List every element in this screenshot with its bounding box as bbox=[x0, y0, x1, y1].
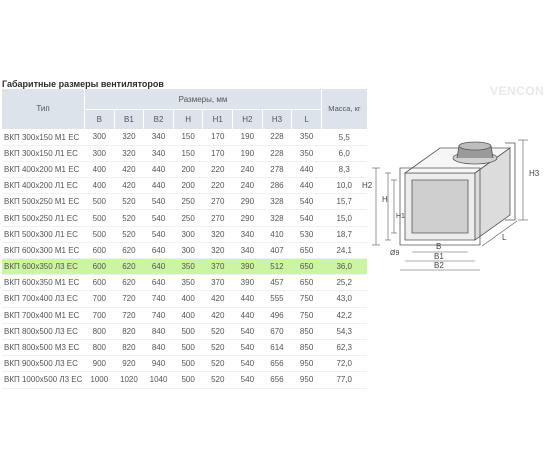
dimension-cell: 540 bbox=[233, 356, 263, 372]
table-row bbox=[2, 210, 367, 226]
dimension-cell: 500 bbox=[85, 194, 115, 210]
dimension-cell: 250 bbox=[173, 194, 203, 210]
dimension-cell: 270 bbox=[203, 194, 233, 210]
dimension-cell: 700 bbox=[85, 291, 115, 307]
motor-top bbox=[459, 142, 491, 150]
dimension-cell: 407 bbox=[262, 242, 292, 258]
dimension-cell: 390 bbox=[233, 275, 263, 291]
dimension-cell: 190 bbox=[233, 145, 263, 161]
dimension-cell: 340 bbox=[233, 242, 263, 258]
table-row bbox=[2, 161, 367, 177]
column-header: B2 bbox=[144, 110, 174, 130]
mass-cell: 42,2 bbox=[321, 307, 367, 323]
dimension-cell: 420 bbox=[203, 291, 233, 307]
table-row bbox=[2, 356, 367, 372]
dimension-cell: 640 bbox=[144, 242, 174, 258]
dimension-cell: 500 bbox=[173, 372, 203, 388]
h1-label: H1 bbox=[396, 213, 405, 220]
dimension-cell: 290 bbox=[233, 194, 263, 210]
table-row bbox=[2, 291, 367, 307]
dimension-cell: 656 bbox=[262, 372, 292, 388]
dimension-cell: 520 bbox=[114, 194, 144, 210]
mass-cell: 15,7 bbox=[321, 194, 367, 210]
mass-cell: 36,0 bbox=[321, 259, 367, 275]
dimension-cell: 600 bbox=[85, 242, 115, 258]
column-header: B1 bbox=[114, 110, 144, 130]
column-header: H bbox=[173, 110, 203, 130]
type-cell: ВКП 300х150 М1 ЕС bbox=[2, 129, 85, 145]
dimension-cell: 750 bbox=[292, 307, 322, 323]
type-cell: ВКП 900х500 Л3 ЕС bbox=[2, 356, 85, 372]
dimension-cell: 740 bbox=[144, 307, 174, 323]
dimension-cell: 286 bbox=[262, 178, 292, 194]
dimension-cell: 800 bbox=[85, 323, 115, 339]
dimension-cell: 940 bbox=[144, 356, 174, 372]
mass-cell: 25,2 bbox=[321, 275, 367, 291]
dimension-cell: 250 bbox=[173, 210, 203, 226]
dimension-cell: 410 bbox=[262, 226, 292, 242]
dimension-cell: 440 bbox=[233, 291, 263, 307]
dimension-cell: 440 bbox=[292, 178, 322, 194]
dimension-cell: 220 bbox=[203, 178, 233, 194]
dimension-cell: 320 bbox=[114, 145, 144, 161]
dimension-cell: 520 bbox=[203, 323, 233, 339]
dimension-cell: 350 bbox=[292, 145, 322, 161]
l-label: L bbox=[502, 233, 507, 242]
column-header: L bbox=[292, 110, 322, 130]
dimension-cell: 300 bbox=[173, 226, 203, 242]
dimension-cell: 670 bbox=[262, 323, 292, 339]
dimension-cell: 340 bbox=[144, 129, 174, 145]
dimension-cell: 228 bbox=[262, 145, 292, 161]
dimension-cell: 620 bbox=[114, 259, 144, 275]
dimension-cell: 370 bbox=[203, 259, 233, 275]
table-row bbox=[2, 242, 367, 258]
dimension-cell: 190 bbox=[233, 129, 263, 145]
dimension-cell: 840 bbox=[144, 339, 174, 355]
dimension-cell: 512 bbox=[262, 259, 292, 275]
table-row bbox=[2, 129, 367, 145]
mass-cell: 77,0 bbox=[321, 372, 367, 388]
dimension-cell: 520 bbox=[114, 210, 144, 226]
dimension-cell: 350 bbox=[173, 259, 203, 275]
dimension-cell: 1000 bbox=[85, 372, 115, 388]
dimension-cell: 650 bbox=[292, 242, 322, 258]
dimension-cell: 520 bbox=[203, 339, 233, 355]
dimension-cell: 350 bbox=[173, 275, 203, 291]
mass-cell: 62,3 bbox=[321, 339, 367, 355]
dimension-cell: 540 bbox=[144, 210, 174, 226]
dimension-cell: 840 bbox=[144, 323, 174, 339]
dimensions-group-header: Размеры, мм bbox=[85, 89, 322, 110]
h3-label: H3 bbox=[529, 169, 540, 178]
dimension-cell: 850 bbox=[292, 339, 322, 355]
dimension-cell: 1040 bbox=[144, 372, 174, 388]
dimension-cell: 300 bbox=[85, 129, 115, 145]
dimension-cell: 440 bbox=[144, 161, 174, 177]
dimension-cell: 328 bbox=[262, 210, 292, 226]
dimension-cell: 530 bbox=[292, 226, 322, 242]
type-cell: ВКП 1000х500 Л3 ЕС bbox=[2, 372, 85, 388]
dimension-cell: 420 bbox=[203, 307, 233, 323]
dimension-cell: 400 bbox=[85, 161, 115, 177]
mass-cell: 72,0 bbox=[321, 356, 367, 372]
dimension-cell: 500 bbox=[173, 339, 203, 355]
dimension-cell: 700 bbox=[85, 307, 115, 323]
dimension-cell: 640 bbox=[144, 275, 174, 291]
dimension-cell: 278 bbox=[262, 161, 292, 177]
type-cell: ВКП 600х350 М1 ЕС bbox=[2, 275, 85, 291]
dimension-cell: 328 bbox=[262, 194, 292, 210]
dimension-cell: 320 bbox=[203, 242, 233, 258]
mass-cell: 8,3 bbox=[321, 161, 367, 177]
dimension-cell: 200 bbox=[173, 161, 203, 177]
table-row bbox=[2, 372, 367, 388]
dimension-cell: 920 bbox=[114, 356, 144, 372]
dimension-cell: 540 bbox=[144, 226, 174, 242]
dimension-cell: 240 bbox=[233, 161, 263, 177]
dimension-cell: 620 bbox=[114, 242, 144, 258]
dimension-cell: 520 bbox=[203, 372, 233, 388]
dimension-cell: 520 bbox=[114, 226, 144, 242]
mass-cell: 24,1 bbox=[321, 242, 367, 258]
dimension-cell: 370 bbox=[203, 275, 233, 291]
mass-cell: 6,0 bbox=[321, 145, 367, 161]
type-cell: ВКП 700х400 М1 ЕС bbox=[2, 307, 85, 323]
table-row bbox=[2, 178, 367, 194]
type-cell: ВКП 500х300 Л1 ЕС bbox=[2, 226, 85, 242]
mass-cell: 15,0 bbox=[321, 210, 367, 226]
mass-cell: 5,5 bbox=[321, 129, 367, 145]
type-cell: ВКП 400х200 М1 ЕС bbox=[2, 161, 85, 177]
dimension-cell: 400 bbox=[173, 307, 203, 323]
dimension-cell: 740 bbox=[144, 291, 174, 307]
dimension-cell: 440 bbox=[233, 307, 263, 323]
type-cell: ВКП 600х350 Л3 ЕС bbox=[2, 259, 85, 275]
dimension-cell: 340 bbox=[233, 226, 263, 242]
table-row bbox=[2, 339, 367, 355]
dimension-cell: 150 bbox=[173, 129, 203, 145]
dimension-cell: 800 bbox=[85, 339, 115, 355]
type-cell: ВКП 800х500 Л3 ЕС bbox=[2, 323, 85, 339]
brand-logo: VENCON bbox=[490, 84, 545, 98]
mass-cell: 43,0 bbox=[321, 291, 367, 307]
dimension-cell: 457 bbox=[262, 275, 292, 291]
table-body bbox=[2, 129, 367, 388]
dimension-cell: 540 bbox=[292, 194, 322, 210]
mass-cell: 54,3 bbox=[321, 323, 367, 339]
dimension-cell: 500 bbox=[85, 226, 115, 242]
dimension-cell: 350 bbox=[292, 129, 322, 145]
dimension-cell: 440 bbox=[292, 161, 322, 177]
dimension-cell: 390 bbox=[233, 259, 263, 275]
dimension-cell: 496 bbox=[262, 307, 292, 323]
table-row bbox=[2, 145, 367, 161]
dimension-cell: 720 bbox=[114, 291, 144, 307]
dimension-cell: 400 bbox=[173, 291, 203, 307]
dimension-cell: 340 bbox=[144, 145, 174, 161]
dimension-cell: 540 bbox=[233, 323, 263, 339]
dimension-cell: 600 bbox=[85, 275, 115, 291]
dimension-cell: 420 bbox=[114, 178, 144, 194]
table-row bbox=[2, 226, 367, 242]
dimension-cell: 500 bbox=[85, 210, 115, 226]
table-row bbox=[2, 307, 367, 323]
dimension-cell: 950 bbox=[292, 356, 322, 372]
dimension-cell: 650 bbox=[292, 275, 322, 291]
dimension-cell: 600 bbox=[85, 259, 115, 275]
dimension-cell: 656 bbox=[262, 356, 292, 372]
mass-cell: 10,0 bbox=[321, 178, 367, 194]
mass-cell: 18,7 bbox=[321, 226, 367, 242]
dimension-cell: 540 bbox=[233, 339, 263, 355]
dimension-cell: 1020 bbox=[114, 372, 144, 388]
dimension-cell: 320 bbox=[203, 226, 233, 242]
dimension-cell: 750 bbox=[292, 291, 322, 307]
dimension-cell: 170 bbox=[203, 145, 233, 161]
dimension-cell: 290 bbox=[233, 210, 263, 226]
dimension-cell: 614 bbox=[262, 339, 292, 355]
dimension-cell: 240 bbox=[233, 178, 263, 194]
d-label: Ø9 bbox=[390, 250, 400, 257]
dimension-cell: 300 bbox=[173, 242, 203, 258]
dimension-cell: 270 bbox=[203, 210, 233, 226]
table-row bbox=[2, 194, 367, 210]
dimension-cell: 720 bbox=[114, 307, 144, 323]
mass-header: Масса, кг bbox=[321, 89, 367, 129]
type-cell: ВКП 800х500 М3 ЕС bbox=[2, 339, 85, 355]
dimension-cell: 900 bbox=[85, 356, 115, 372]
dimension-cell: 300 bbox=[85, 145, 115, 161]
dimension-cell: 555 bbox=[262, 291, 292, 307]
column-header: H1 bbox=[203, 110, 233, 130]
b-label: B bbox=[436, 242, 442, 251]
dimension-cell: 520 bbox=[203, 356, 233, 372]
dimension-cell: 850 bbox=[292, 323, 322, 339]
page-title: Габаритные размеры вентиляторов bbox=[2, 79, 164, 89]
dimension-cell: 950 bbox=[292, 372, 322, 388]
dimension-cell: 220 bbox=[203, 161, 233, 177]
dimensions-table bbox=[2, 89, 367, 389]
dimension-cell: 540 bbox=[233, 372, 263, 388]
dimension-cell: 228 bbox=[262, 129, 292, 145]
fan-drawing bbox=[360, 118, 545, 278]
dimension-cell: 320 bbox=[114, 129, 144, 145]
dimension-cell: 170 bbox=[203, 129, 233, 145]
b1-label: B1 bbox=[434, 252, 444, 261]
dimension-cell: 540 bbox=[292, 210, 322, 226]
dimension-cell: 400 bbox=[85, 178, 115, 194]
column-header: H2 bbox=[233, 110, 263, 130]
table-row bbox=[2, 275, 367, 291]
type-cell: ВКП 600х300 М1 ЕС bbox=[2, 242, 85, 258]
dimension-cell: 540 bbox=[144, 194, 174, 210]
type-cell: ВКП 700х400 Л3 ЕС bbox=[2, 291, 85, 307]
dimension-cell: 500 bbox=[173, 323, 203, 339]
column-header: H3 bbox=[262, 110, 292, 130]
type-cell: ВКП 500х250 М1 ЕС bbox=[2, 194, 85, 210]
h-label: H bbox=[382, 195, 388, 204]
dimension-cell: 420 bbox=[114, 161, 144, 177]
dimension-cell: 650 bbox=[292, 259, 322, 275]
column-header: B bbox=[85, 110, 115, 130]
type-cell: ВКП 500х250 Л1 ЕС bbox=[2, 210, 85, 226]
dimension-cell: 620 bbox=[114, 275, 144, 291]
dimension-cell: 640 bbox=[144, 259, 174, 275]
h2-label: H2 bbox=[362, 181, 373, 190]
b2-label: B2 bbox=[434, 261, 444, 270]
dimension-cell: 150 bbox=[173, 145, 203, 161]
dimension-cell: 820 bbox=[114, 323, 144, 339]
table-row bbox=[2, 323, 367, 339]
dimension-cell: 200 bbox=[173, 178, 203, 194]
table-row bbox=[2, 259, 367, 275]
dimension-cell: 820 bbox=[114, 339, 144, 355]
front-opening bbox=[412, 180, 468, 233]
type-cell: ВКП 300х150 Л1 ЕС bbox=[2, 145, 85, 161]
type-cell: ВКП 400х200 Л1 ЕС bbox=[2, 178, 85, 194]
dimension-cell: 440 bbox=[144, 178, 174, 194]
dimension-cell: 500 bbox=[173, 356, 203, 372]
type-header: Тип bbox=[2, 89, 85, 129]
